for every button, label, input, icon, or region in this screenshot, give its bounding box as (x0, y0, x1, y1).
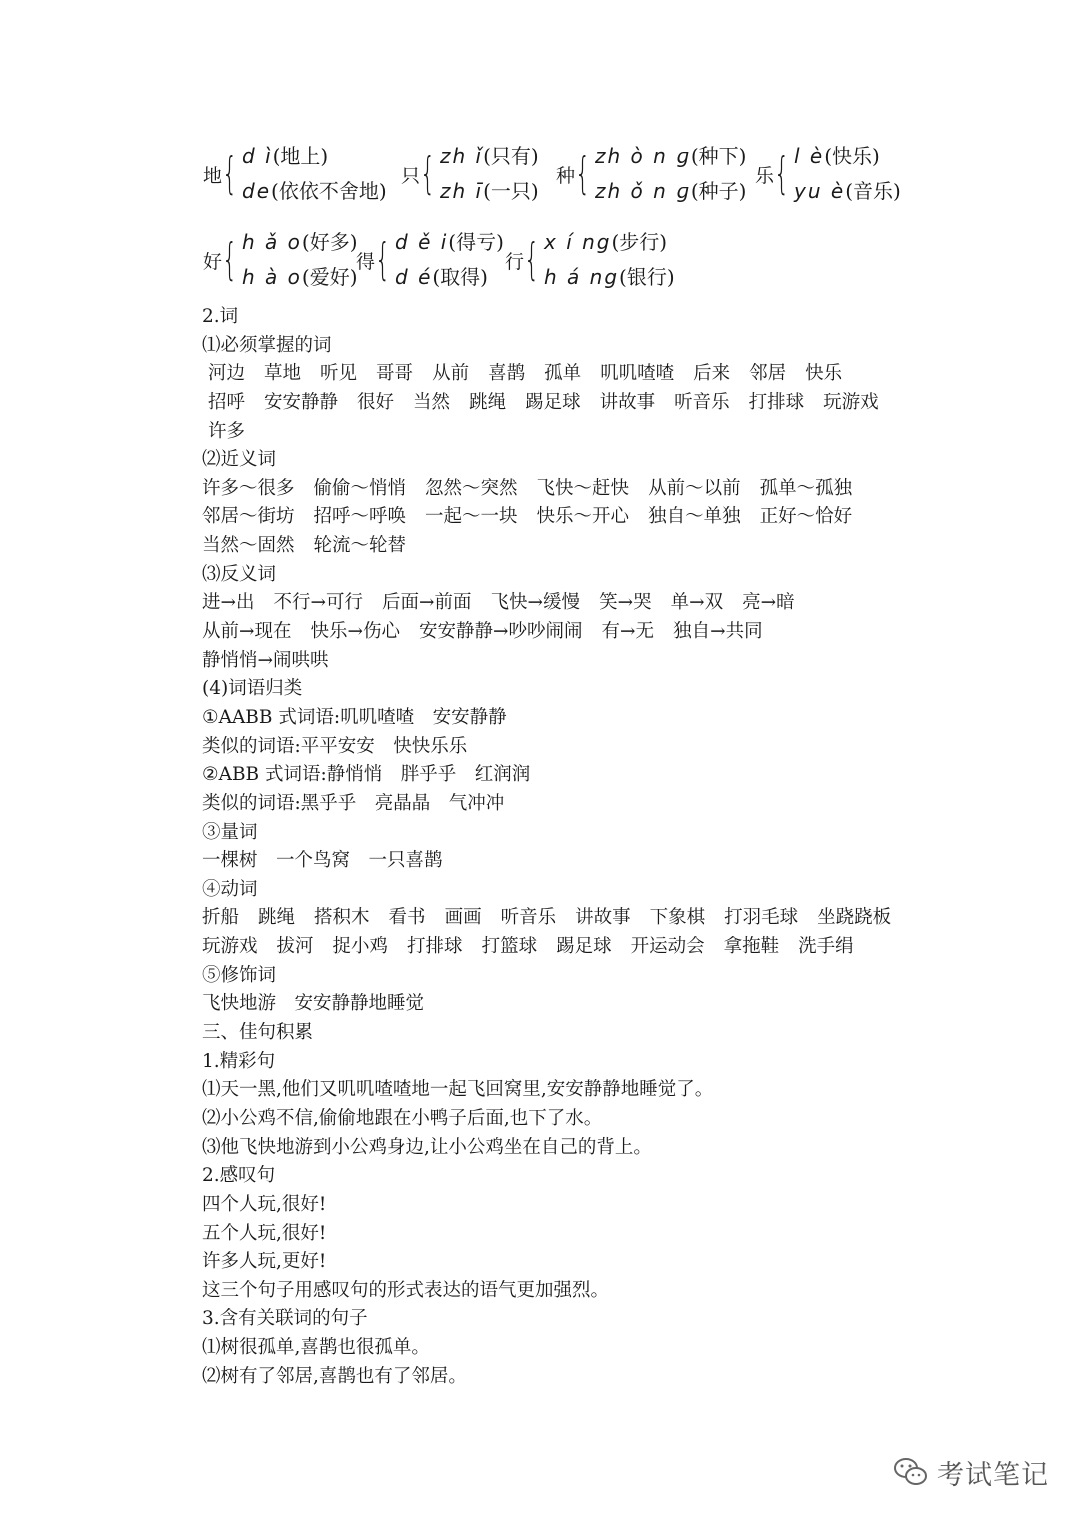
word-item: 折船 (202, 907, 240, 929)
word-item: 安安静静 (264, 391, 339, 413)
reading: h á ng(银行) (544, 265, 675, 289)
reading: zh ò n ɡ(种下) (595, 144, 747, 168)
polyphone-group (556, 139, 746, 209)
text-line: 四个人玩,很好! (202, 1193, 327, 1215)
word-item: 飞快～赶快 (536, 477, 630, 499)
brace-icon: { (774, 148, 790, 199)
word-item: 孤单 (544, 363, 582, 385)
watermark-text: 考试笔记 (937, 1459, 1049, 1491)
text-line: 五个人玩,很好! (202, 1222, 327, 1244)
word-item: 跳绳 (258, 907, 296, 929)
polyphone-group (505, 225, 675, 295)
word-item: 后来 (693, 363, 731, 385)
word-item: 草地 (264, 363, 302, 385)
word-item: 洗手绢 (798, 936, 854, 958)
text-line: ②ABB 式词语:静悄悄 胖乎乎 红润润 (202, 764, 531, 786)
word-item: 踢足球 (525, 391, 581, 413)
word-item: 招呼 (208, 391, 246, 413)
word-item: 拿拖鞋 (723, 936, 780, 958)
polyphone-char: 好 (203, 250, 223, 273)
word-item: 当然～固然 (202, 535, 295, 557)
word-item: 有→无 (601, 621, 655, 643)
text-line: ⑴天一黑,他们又叽叽喳喳地一起飞回窝里,安安静静地睡觉了。 (202, 1079, 714, 1101)
word-row (202, 418, 1002, 447)
polyphone-group (203, 225, 358, 295)
word-row (202, 933, 1002, 962)
word-item: 玩游戏 (202, 936, 258, 958)
word-item: 从前→现在 (202, 621, 292, 643)
word-item: 哥哥 (376, 363, 414, 385)
reading: h ǎ o(好多) (242, 230, 358, 254)
word-item: 讲故事 (599, 391, 656, 413)
brace-icon: { (222, 148, 238, 199)
text-line: ①AABB 式词语:叽叽喳喳 安安静静 (202, 706, 507, 728)
word-item: 听音乐 (500, 907, 557, 929)
word-row (202, 503, 1002, 532)
reading: d é(取得) (395, 265, 488, 289)
word-item: 亮→暗 (742, 592, 795, 614)
brace-icon: { (420, 148, 436, 199)
wechat-icon (893, 1456, 929, 1488)
word-row (202, 618, 1002, 647)
text-line: 3.含有关联词的句子 (202, 1308, 368, 1330)
polyphone-group (401, 139, 539, 209)
subsection-heading: ⑴必须掌握的词 (202, 334, 332, 356)
word-item: 下象棋 (649, 907, 706, 929)
text-line: 类似的词语:平平安安 快快乐乐 (202, 735, 468, 757)
polyphone-char: 地 (203, 164, 223, 187)
section-heading: 2.词 (202, 306, 239, 327)
word-item: 许多～很多 (202, 477, 295, 499)
word-item: 拔河 (276, 936, 314, 958)
text-line: ⑵树有了邻居,喜鹊也有了邻居。 (202, 1365, 467, 1387)
reading: zh ǐ(只有) (440, 144, 539, 168)
word-item: 邻居～街坊 (202, 506, 295, 528)
text-line: ⑤修饰词 (202, 964, 277, 986)
text-line: ⑵小公鸡不信,偷偷地跟在小鸭子后面,也下了水。 (202, 1107, 603, 1129)
word-item: 河边 (208, 363, 246, 385)
word-item: 快乐 (805, 363, 843, 385)
word-item: 邻居 (749, 363, 787, 385)
text-line: 许多人玩,更好! (202, 1251, 327, 1273)
word-item: 独自～单独 (648, 506, 741, 528)
text-line: 1.精彩句 (202, 1050, 276, 1072)
word-item: 从前 (432, 363, 470, 385)
word-item: 笑→哭 (599, 592, 652, 614)
word-item: 叽叽喳喳 (600, 363, 675, 385)
word-item: 孤单～孤独 (759, 477, 853, 499)
word-item: 静悄悄→闹哄哄 (202, 649, 329, 671)
word-item: 玩游戏 (823, 391, 879, 413)
polyphone-group (755, 139, 901, 209)
brace-icon: { (375, 234, 391, 285)
text-line: 2.感叹句 (202, 1165, 276, 1187)
watermark (893, 1452, 1049, 1492)
word-row (202, 360, 1002, 389)
text-line: ③量词 (202, 821, 258, 843)
word-item: 很好 (357, 391, 395, 413)
reading: d ì(地上) (242, 144, 329, 168)
polyphone-char: 只 (401, 164, 421, 187)
word-item: 从前～以前 (648, 477, 741, 499)
word-item: 快乐～开心 (536, 506, 630, 528)
polyphone-char: 得 (356, 250, 376, 273)
word-item: 看书 (388, 907, 426, 929)
reading: d ě i(得亏) (395, 230, 504, 254)
word-item: 轮流～轮替 (313, 535, 407, 557)
subsection-heading: (4)词语归类 (202, 678, 303, 700)
text-line: 类似的词语:黑乎乎 亮晶晶 气冲冲 (202, 792, 505, 814)
word-item: 听见 (320, 363, 358, 385)
word-item: 招呼～呼唤 (313, 506, 407, 528)
subsection-heading: ⑵近义词 (202, 449, 277, 471)
polyphone-row-2 (0, 225, 1080, 295)
word-item: 单→双 (670, 592, 724, 614)
section-heading: 三、佳句积累 (202, 1022, 314, 1044)
word-item: 坐跷跷板 (817, 907, 892, 929)
word-row (202, 475, 1002, 504)
polyphone-char: 种 (556, 164, 576, 187)
brace-icon: { (222, 234, 238, 285)
reading: de(依依不舍地) (242, 179, 387, 203)
text-line: ⑶他飞快地游到小公鸡身边,让小公鸡坐在自己的背上。 (202, 1136, 652, 1158)
word-item: 画画 (444, 907, 482, 929)
word-item: 捉小鸡 (332, 936, 389, 958)
polyphone-char: 乐 (755, 164, 775, 187)
word-item: 跳绳 (469, 391, 507, 413)
word-item: 不行→可行 (273, 592, 364, 614)
subsection-heading: ⑶反义词 (202, 563, 277, 585)
word-item: 打篮球 (481, 936, 538, 958)
brace-icon: { (575, 148, 591, 199)
word-item: 正好～恰好 (759, 506, 853, 528)
word-item: 忽然～突然 (425, 477, 518, 499)
text-line: 这三个句子用感叹句的形式表达的语气更加强烈。 (202, 1279, 610, 1301)
polyphone-char: 行 (505, 250, 525, 273)
word-item: 后面→前面 (382, 592, 472, 614)
document-body (202, 303, 1002, 1391)
polyphone-group (356, 225, 504, 295)
word-item: 开运动会 (630, 936, 705, 958)
brace-icon: { (524, 234, 540, 285)
word-row (202, 532, 1002, 561)
word-item: 打羽毛球 (724, 907, 799, 929)
word-item: 快乐→伤心 (310, 621, 401, 643)
reading: l è(快乐) (794, 144, 880, 168)
word-item: 当然 (413, 391, 451, 413)
word-item: 独自→共同 (673, 621, 763, 643)
word-item: 听音乐 (674, 391, 730, 413)
word-item: 打排球 (407, 936, 463, 958)
reading: zh ī(一只) (440, 179, 539, 203)
word-item: 一起～一块 (425, 506, 518, 528)
word-item: 踢足球 (556, 936, 612, 958)
word-row (202, 904, 1002, 933)
text-line: ④动词 (202, 878, 258, 900)
word-item: 讲故事 (575, 907, 631, 929)
word-item: 喜鹊 (488, 363, 526, 385)
word-row (202, 589, 1002, 618)
word-item: 偷偷～悄悄 (313, 477, 407, 499)
word-item: 安安静静→吵吵闹闹 (419, 621, 583, 643)
word-row (202, 647, 1002, 676)
reading: zh ǒ n ɡ(种子) (595, 179, 747, 203)
word-item: 搭积木 (314, 907, 370, 929)
word-row (202, 389, 1002, 418)
reading: yu è(音乐) (794, 179, 901, 203)
word-item: 许多 (208, 420, 246, 442)
polyphone-group (203, 139, 387, 209)
word-item: 打排球 (748, 391, 805, 413)
text-line: 飞快地游 安安静静地睡觉 (202, 993, 425, 1015)
polyphone-row-1 (0, 139, 1080, 209)
reading: h à o(爱好) (242, 265, 358, 289)
text-line: ⑴树很孤单,喜鹊也很孤单。 (202, 1337, 430, 1359)
reading: x í ng(步行) (544, 230, 668, 254)
word-item: 飞快→缓慢 (490, 592, 581, 614)
word-item: 进→出 (202, 592, 255, 614)
text-line: 一棵树 一个鸟窝 一只喜鹊 (202, 850, 443, 872)
